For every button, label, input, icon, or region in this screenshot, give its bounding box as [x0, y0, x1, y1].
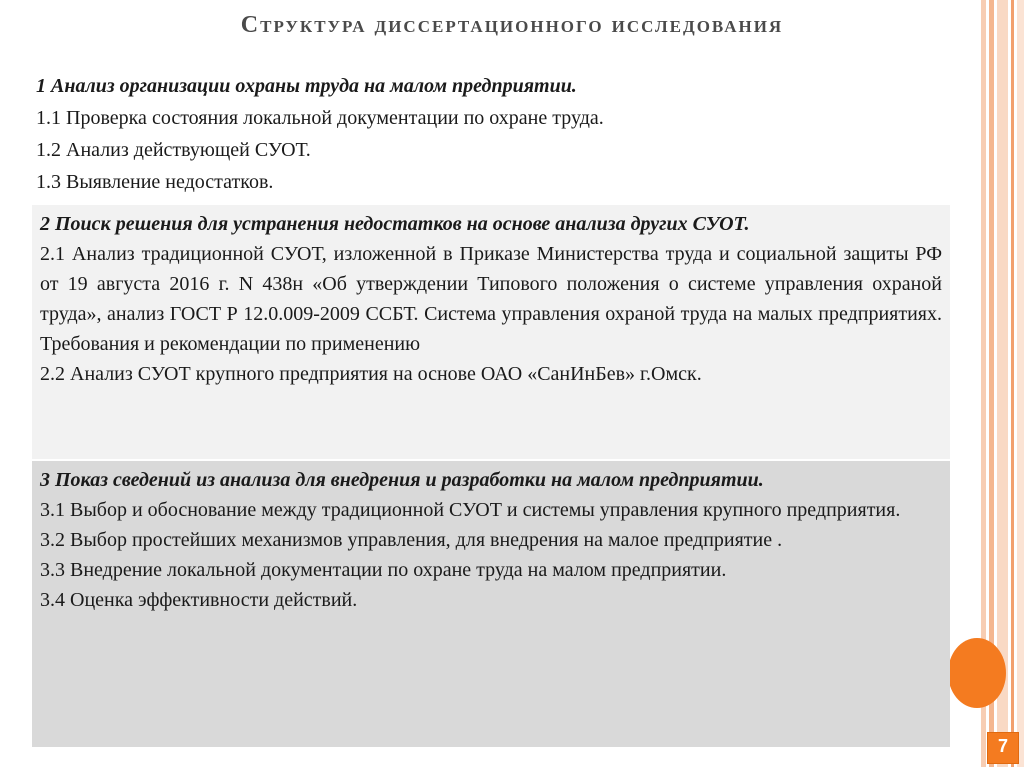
section-2-item: 2.2 Анализ СУОТ крупного предприятия на основе ОАО «СанИнБев» г.Омск.: [40, 363, 702, 385]
section-3-item: 3.3 Внедрение локальной документации по охране труда на малом предприятии.: [40, 559, 727, 581]
section-1-item: 1.1 Проверка состояния локальной документации по охране труда.: [36, 107, 604, 129]
page-number: 7: [997, 736, 1008, 756]
section-3: [32, 461, 950, 747]
slide-title: Структура диссертационного исследования: [240, 12, 784, 38]
section-2-item: 2.1 Анализ традиционной СУОТ, изложенной в Приказе Министерства труда и социальной защиты РФ от 19 августа 2016 г. N 438н «Об утверждении Типового положения о системе управления охраной труда», анализ ГОСТ Р 12.0.009-2009 ССБТ. Система управления охраной труда на малых предприятиях. Требования и рекомендации по применению: [40, 243, 942, 355]
section-3-heading: 3 Показ сведений из анализа для внедрения и разработки на малом предприятии.: [40, 469, 764, 491]
section-3-item: 3.2 Выбор простейших механизмов управления, для внедрения на малое предприятие .: [40, 529, 783, 551]
section-2: [32, 205, 950, 459]
stripe: [1011, 0, 1014, 767]
section-3-item: 3.4 Оценка эффективности действий.: [40, 589, 358, 611]
section-1-item: 1.2 Анализ действующей СУОТ.: [36, 139, 311, 161]
section-1: [36, 70, 950, 198]
section-1-item: 1.3 Выявление недостатков.: [36, 171, 274, 193]
section-3-item: 3.1 Выбор и обоснование между традиционной СУОТ и системы управления крупного предприятия.: [40, 499, 901, 521]
section-1-heading: 1 Анализ организации охраны труда на малом предприятии.: [36, 75, 577, 97]
section-2-heading: 2 Поиск решения для устранения недостатков на основе анализа других СУОТ.: [40, 213, 750, 235]
stripe: [1017, 0, 1024, 767]
decorative-circle: [948, 638, 1006, 708]
